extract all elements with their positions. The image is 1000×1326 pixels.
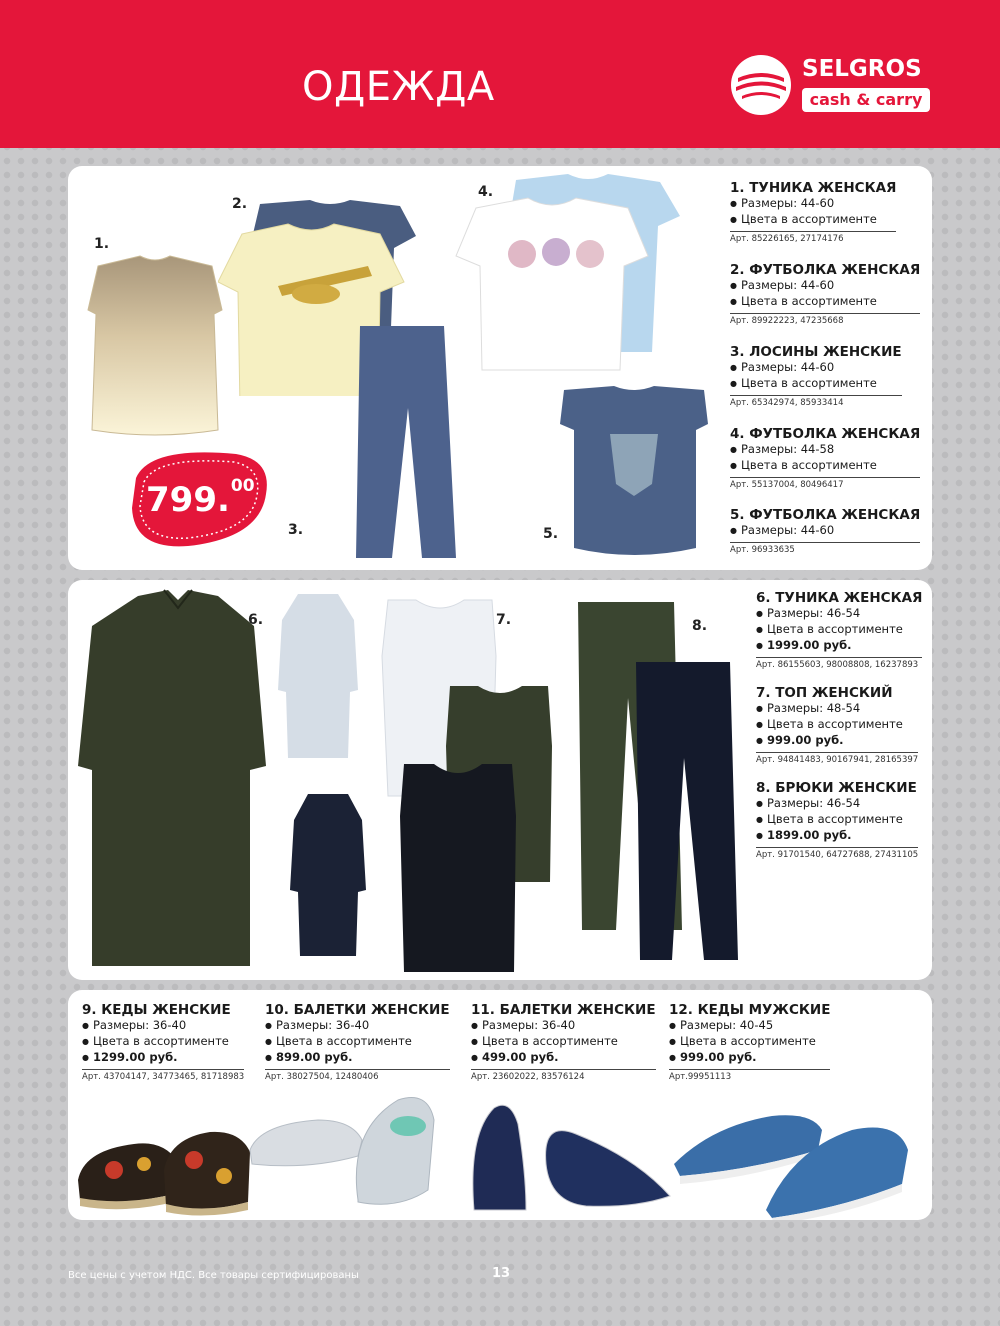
trousers-image <box>568 598 748 968</box>
navy-tshirt-image <box>554 384 714 564</box>
product-info-8: 8. БРЮКИ ЖЕНСКИЕ ● Размеры: 46-54 ● Цвета в ассортименте ● 1899.00 руб. Арт. 91701540, 64727688, 27431105 <box>756 780 918 860</box>
tunic-image <box>80 250 230 440</box>
product-info-3: 3. ЛОСИНЫ ЖЕНСКИЕ ● Размеры: 44-60 ● Цвета в ассортименте Арт. 65342974, 85933414 <box>730 344 902 408</box>
selgros-logo-icon <box>730 54 792 116</box>
footer-note: Все цены с учетом НДС. Все товары сертифицированы <box>68 1270 359 1281</box>
item-label-3: 3. <box>288 522 304 538</box>
product-info-4: 4. ФУТБОЛКА ЖЕНСКАЯ ● Размеры: 44-58 ● Цвета в ассортименте Арт. 55137004, 80496417 <box>730 426 920 490</box>
item-label-1: 1. <box>94 236 110 252</box>
product-info-10: 10. БАЛЕТКИ ЖЕНСКИЕ ● Размеры: 36-40 ● Цвета в ассортименте ● 899.00 руб. Арт. 38027504, 12480406 <box>265 1002 450 1082</box>
product-info-7: 7. ТОП ЖЕНСКИЙ ● Размеры: 48-54 ● Цвета в ассортименте ● 999.00 руб. Арт. 94841483, 90167941, 28165397 <box>756 685 918 765</box>
page-title: ОДЕЖДА <box>302 64 495 110</box>
selgros-logo <box>730 54 935 116</box>
olive-tunic-image <box>78 586 268 970</box>
page-number: 13 <box>492 1266 511 1281</box>
item-label-5: 5. <box>543 526 559 542</box>
item-label-8: 8. <box>692 618 708 634</box>
floral-sneakers-image <box>74 1110 254 1218</box>
blue-slip-ons-image <box>672 1090 912 1220</box>
item-label-7: 7. <box>496 612 512 628</box>
navy-flats-image <box>466 1094 676 1214</box>
product-info-2: 2. ФУТБОЛКА ЖЕНСКАЯ ● Размеры: 44-60 ● Цвета в ассортименте Арт. 89922223, 47235668 <box>730 262 920 326</box>
leggings-image <box>316 318 466 568</box>
light-dress-image <box>278 590 358 760</box>
price-value: 799.00 <box>146 476 255 520</box>
tops-image <box>380 596 560 976</box>
product-info-12: 12. КЕДЫ МУЖСКИЕ ● Размеры: 40-45 ● Цвета в ассортименте ● 999.00 руб. Арт.99951113 <box>669 1002 830 1082</box>
header-banner <box>0 0 1000 148</box>
item-label-2: 2. <box>232 196 248 212</box>
item-label-4: 4. <box>478 184 494 200</box>
item-label-6: 6. <box>248 612 264 628</box>
product-info-11: 11. БАЛЕТКИ ЖЕНСКИЕ ● Размеры: 36-40 ● Цвета в ассортименте ● 499.00 руб. Арт. 23602022, 83576124 <box>471 1002 656 1082</box>
product-panel-clothing <box>68 580 932 980</box>
price-badge <box>126 442 276 552</box>
brand-tagline: cash & carry <box>802 88 930 112</box>
floral-tshirts-image <box>452 172 702 372</box>
product-info-5: 5. ФУТБОЛКА ЖЕНСКАЯ ● Размеры: 44-60 Арт. 96933635 <box>730 507 920 555</box>
brand-name: SELGROS <box>802 56 922 82</box>
product-info-9: 9. КЕДЫ ЖЕНСКИЕ ● Размеры: 36-40 ● Цвета в ассортименте ● 1299.00 руб. Арт. 43704147, 34773465, 81718983 <box>82 1002 244 1082</box>
glitter-flats-image <box>248 1090 448 1210</box>
product-panel-tops <box>68 166 932 570</box>
product-info-1: 1. ТУНИКА ЖЕНСКАЯ ● Размеры: 44-60 ● Цвета в ассортименте Арт. 85226165, 27174176 <box>730 180 896 244</box>
navy-dress-image <box>288 790 368 960</box>
product-panel-shoes <box>68 990 932 1220</box>
product-info-6: 6. ТУНИКА ЖЕНСКАЯ ● Размеры: 46-54 ● Цвета в ассортименте ● 1999.00 руб. Арт. 86155603, 98008808, 16237893 <box>756 590 922 670</box>
